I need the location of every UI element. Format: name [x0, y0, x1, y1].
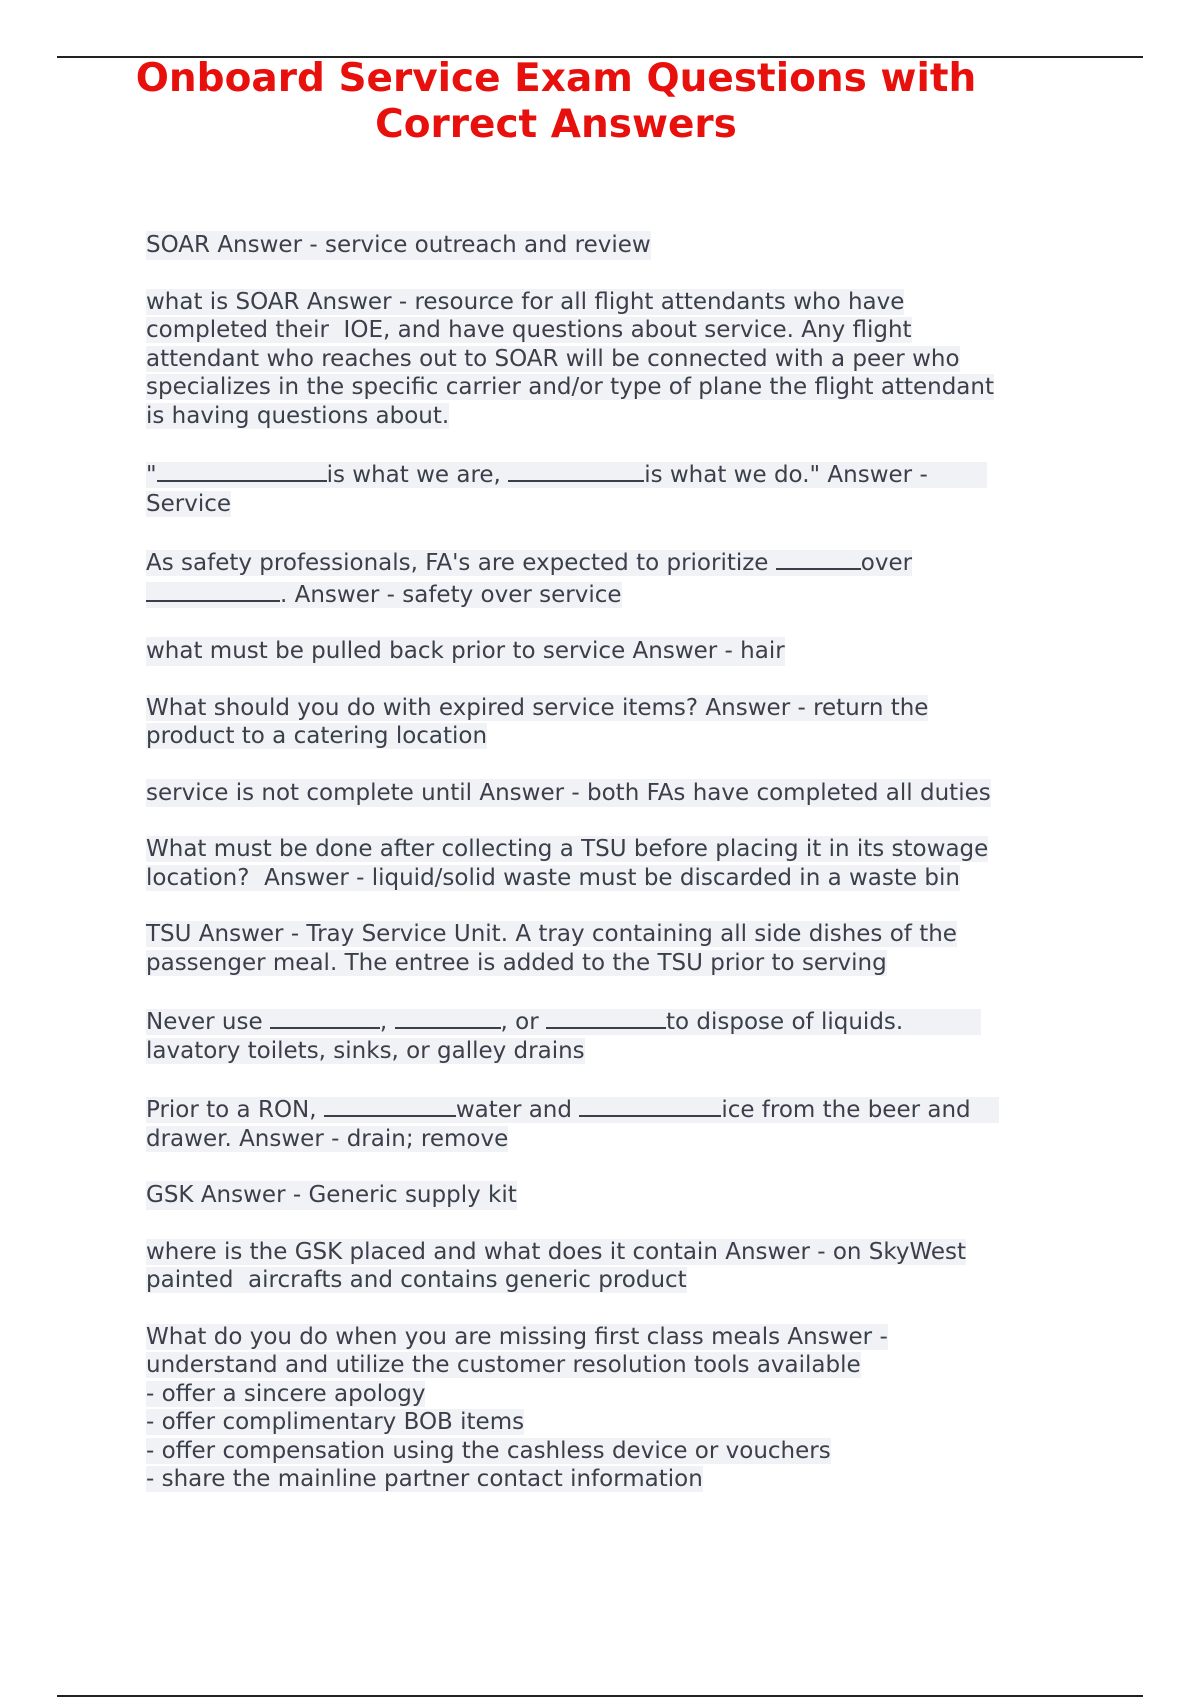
- qa-line: specializes in the specific carrier and/or type of plane the flight attendant: [146, 374, 995, 400]
- resolution-tools-list: [146, 1380, 1046, 1494]
- list-item-text: - offer compensation using the cashless device or vouchers: [146, 1437, 831, 1464]
- qa-item-soar: [146, 231, 1046, 260]
- qa-line: What should you do with expired service items? Answer - return the: [146, 694, 929, 721]
- qa-line: understand and utilize the customer resolution tools available: [146, 1352, 861, 1378]
- qa-text: Prior to a RON,: [146, 1097, 324, 1123]
- list-item: [146, 1380, 1046, 1409]
- qa-text: . Answer - safety over service: [280, 581, 622, 608]
- qa-item-ron: [146, 1093, 1046, 1153]
- qa-item-service-complete: [146, 779, 1046, 808]
- list-item-text: - share the mainline partner contact information: [146, 1466, 703, 1492]
- qa-line: GSK Answer - Generic supply kit: [146, 1182, 517, 1208]
- qa-line: passenger meal. The entree is added to the TSU prior to serving: [146, 949, 887, 976]
- qa-text: , or: [500, 1009, 546, 1035]
- qa-item-what-is-soar: [146, 288, 1046, 431]
- qa-line: lavatory toilets, sinks, or galley drains: [146, 1037, 585, 1064]
- qa-line: attendant who reaches out to SOAR will be connected with a peer who: [146, 345, 960, 372]
- qa-line: what is SOAR Answer - resource for all flight attendants who have: [146, 288, 905, 315]
- qa-item-tsu: [146, 920, 1046, 977]
- qa-line: painted aircrafts and contains generic product: [146, 1267, 687, 1293]
- qa-line: product to a catering location: [146, 723, 488, 749]
- qa-text: is what we do." Answer -: [644, 462, 936, 488]
- qa-line: What do you do when you are missing first class meals Answer -: [146, 1323, 888, 1350]
- qa-text: Never use: [146, 1009, 270, 1035]
- qa-line: drawer. Answer - drain; remove: [146, 1125, 509, 1152]
- qa-item-expired-items: [146, 694, 1046, 751]
- list-item-text: - offer a sincere apology: [146, 1380, 426, 1407]
- qa-item-tsu-collecting: [146, 835, 1046, 892]
- qa-line: is having questions about.: [146, 402, 450, 429]
- qa-line: What must be done after collecting a TSU before placing it in its stowage: [146, 836, 989, 862]
- list-item: [146, 1408, 1046, 1437]
- qa-line: what must be pulled back prior to service Answer - hair: [146, 638, 785, 664]
- qa-text: to dispose of liquids.: [666, 1009, 904, 1035]
- qa-text: is what we are,: [326, 462, 509, 488]
- title-line-2: Correct Answers: [375, 102, 737, 147]
- qa-text: ice from the beer and: [721, 1097, 971, 1123]
- qa-line: SOAR Answer - service outreach and review: [146, 232, 651, 258]
- qa-item-dispose-liquids: [146, 1005, 1046, 1065]
- qa-line: completed their IOE, and have questions about service. Any flight: [146, 317, 912, 343]
- qa-text: ": [146, 462, 157, 488]
- qa-item-missing-meals: [146, 1323, 1046, 1494]
- qa-item-safety-over-service: [146, 546, 1046, 609]
- qa-line: service is not complete until Answer - both FAs have completed all duties: [146, 779, 991, 806]
- qa-line: location? Answer - liquid/solid waste must be discarded in a waste bin: [146, 864, 960, 891]
- title-line-1: Onboard Service Exam Questions with: [135, 56, 977, 101]
- fill-in-blank: [395, 1005, 501, 1029]
- bottom-rule: [57, 1695, 1143, 1697]
- qa-text: ,: [379, 1009, 395, 1035]
- qa-item-hair: [146, 637, 1046, 666]
- fill-in-blank: [270, 1005, 380, 1029]
- qa-line: TSU Answer - Tray Service Unit. A tray containing all side dishes of the: [146, 921, 957, 947]
- fill-in-blank: [579, 1093, 721, 1117]
- fill-in-blank: [324, 1093, 456, 1117]
- qa-item-gsk-placement: [146, 1238, 1046, 1295]
- qa-line: where is the GSK placed and what does it contain Answer - on SkyWest: [146, 1238, 967, 1265]
- fill-in-blank: [157, 458, 327, 482]
- qa-text: As safety professionals, FA's are expected to prioritize: [146, 550, 776, 576]
- list-item: [146, 1437, 1046, 1466]
- qa-item-service-motto: [146, 458, 1046, 518]
- fill-in-blank: [146, 578, 280, 602]
- fill-in-blank: [508, 458, 644, 482]
- qa-line: Service: [146, 490, 232, 517]
- qa-text: over: [860, 550, 913, 576]
- fill-in-blank: [546, 1005, 666, 1029]
- qa-text: water and: [455, 1097, 580, 1123]
- qa-item-gsk: [146, 1181, 1046, 1210]
- list-item-text: - offer complimentary BOB items: [146, 1409, 525, 1435]
- qa-list: [146, 231, 1046, 1522]
- fill-in-blank: [776, 546, 861, 570]
- list-item: [146, 1465, 1046, 1494]
- document-title: [100, 56, 1012, 148]
